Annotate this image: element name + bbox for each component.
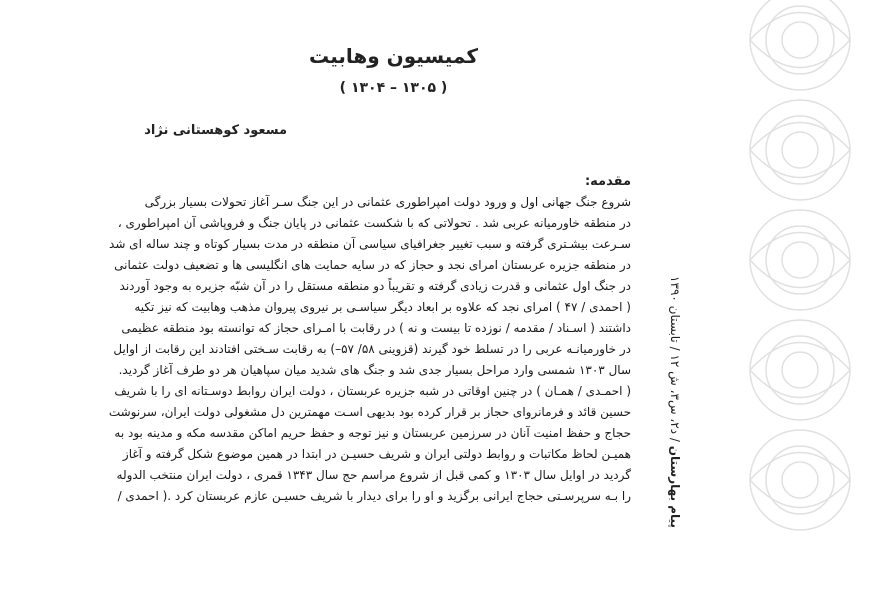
body-line: سال ۱۳۰۳ شمسی وارد مراحل بسیار جدی شد و جنگ های شدید میان سپاهیان هر دو طرف آغاز گردید.: [118, 363, 631, 377]
body-line: را بـه سرپرسـتی حجاج ایرانی برگزید و او را برای دیدار با شریف حسیـن عازم عربستان کرد .( احمدی /: [117, 489, 631, 503]
article-date-range: ( ۱۳۰۵ – ۱۳۰۴ ): [339, 80, 448, 96]
section-heading: مقدمه:: [584, 174, 631, 189]
body-line: در منطقه خاورمیانه عربی شد . تحولاتی که با شکست عثمانی در پایان جنگ و فروپاشی آن امپراطوری ،: [117, 216, 631, 230]
body-line: شروع جنگ جهانی اول و ورود دولت امپراطوری عثمانی در این جنگ سـر آغاز تحولات بسیار بزرگی: [144, 195, 631, 209]
body-line: در جنگ اول عثمانی و قدرت زیادی گرفته و تقریباً دو منطقه مستقل را در آن شبّه جزیره به وجود آوردند: [119, 279, 631, 293]
body-line: حسین قائد و فرمانروای حجاز بر قرار کرده بود بدیهی اسـت مهمترین دل مشغولی دولت ایران، سرنوشت: [108, 405, 631, 419]
body-line: در منطقه جزیره عربستان امرای نجد و حجاز که در سایه حمایت های انگلیسی ها و تضعیف دولت عثمانی: [114, 258, 631, 272]
article-title: کمیسیون وهابیت: [309, 44, 478, 68]
body-line: ( احمدی / ۴۷ ) امرای نجد که علاوه بر ابعاد دیگر سیاسـی بر نیروی پیروان مذهب وهابیت که نیز تکیه: [134, 300, 631, 314]
journal-name: پیام بهارستان: [668, 445, 682, 528]
journal-sidebar: [662, 252, 688, 552]
article-author: مسعود کوهستانی نژاد: [144, 123, 287, 138]
body-line: داشتند ( اسـناد / مقدمه / نوزده تا بیست و نه ) در رقابت با امـرای حجاز که توانسته بود منطقه عظیمی: [121, 321, 631, 335]
body-line: در خاورمیانـه عربی را در تسلط خود گیرند (قزوینی ۵۸/ ۵۷–) به رقابت سـختی افتادند این رقابت از اوایل: [113, 342, 631, 356]
body-line: همیـن لحاظ مکاتبات و روابط دولتی ایران و شریف حسیـن در ابتدا در همین موضوع شکل گرفته و آغاز: [122, 447, 631, 461]
body-line: گردید در اوایل سال ۱۳۰۳ و کمی قبل از شروع مراسم حج سال ۱۳۴۳ قمری ، دولت ایران منتخب الدوله: [116, 468, 631, 482]
body-line: حجاج و حفظ امنیت آنان در سرزمین عربستان و نیز توجه و حفظ حریم اماکن مقدسه مکه و مدینه بود به: [114, 426, 631, 440]
body-line: ( احمـدی / همـان ) در چنین اوقاتی در شبه جزیره عربستان ، دولت ایران روابط دوسـتانه ای را با شریف: [114, 384, 631, 398]
body-line: سـرعت بیشـتری گرفته و سبب تغییر جغرافیای سیاسی آن منطقه در مدت بسیار کوتاه و چند ساله ای شد: [109, 237, 631, 251]
article-body: [108, 192, 631, 507]
issue-info: / د۲، س۳، ش ۱۲ / تابستان ۱۳۹۰: [668, 276, 682, 442]
decorative-pattern-icon: [720, 0, 880, 600]
